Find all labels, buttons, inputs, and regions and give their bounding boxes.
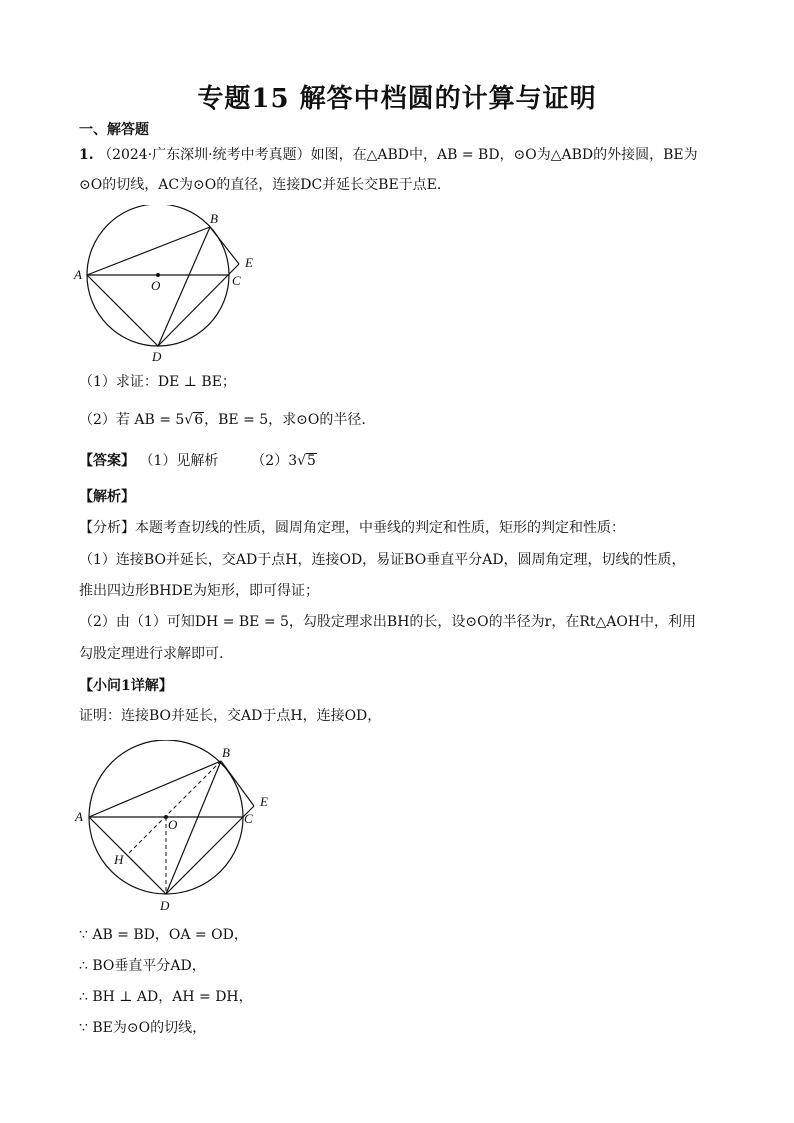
proof-step-1: ∵ AB = BD，OA = OD，: [79, 927, 248, 943]
figure-1-circle-diagram: [70, 205, 270, 365]
label-d-2: D: [160, 898, 170, 913]
figure-2-circle-diagram: [70, 740, 280, 920]
answer-line: 【答案】 （1）见解析 （2）3√5: [79, 453, 316, 469]
question-2-text-a: （2）若 AB = 5: [79, 412, 185, 428]
tangent-be: [210, 227, 239, 264]
analysis-label: 【解析】: [79, 489, 135, 505]
answer-part-2: （2）3: [251, 453, 298, 469]
question-2-radicand: 6: [194, 412, 204, 428]
label-o: O: [151, 278, 161, 293]
page-title: 专题15 解答中档圆的计算与证明: [197, 84, 597, 114]
dashed-bh: [127, 761, 221, 855]
section-heading: 一、解答题: [79, 122, 149, 138]
answer-label: 【答案】: [79, 453, 135, 469]
problem-statement-line-1: [79, 145, 698, 165]
label-b: B: [210, 211, 218, 226]
question-2: （2）若 AB = 5√6，BE = 5，求⊙O的半径.: [79, 412, 366, 428]
problem-statement-line-2: ⊙O的切线，AC为⊙O的直径，连接DC并延长交BE于点E.: [79, 177, 442, 193]
tangent-be-2: [221, 761, 254, 806]
analysis-line-2: （1）连接BO并延长，交AD于点H，连接OD，易证BO垂直平分AD，圆周角定理，切线的性质，: [79, 552, 686, 568]
label-o-2: O: [168, 817, 178, 832]
label-a: A: [74, 267, 82, 282]
label-e-2: E: [260, 794, 268, 809]
analysis-line-4: （2）由（1）可知DH = BE = 5，勾股定理求出BH的长，设⊙O的半径为r，在Rt△AOH中，利用: [79, 614, 697, 630]
label-a-2: A: [75, 809, 83, 824]
question-2-text-b: ，BE = 5，求⊙O的半径.: [204, 412, 366, 428]
problem-text-1: （2024·广东深圳·统考中考真题）如图，在△ABD中，AB = BD，⊙O为△ABD的外接圆，BE为: [98, 147, 698, 163]
segment-ad: [87, 275, 158, 346]
detail-intro: 证明：连接BO并延长，交AD于点H，连接OD，: [79, 708, 382, 724]
label-b-2: B: [222, 745, 230, 760]
problem-number: 1.: [79, 147, 94, 163]
analysis-line-5: 勾股定理进行求解即可.: [79, 646, 224, 662]
label-c-2: C: [244, 811, 253, 826]
proof-step-3: ∴ BH ⊥ AD，AH = DH，: [79, 989, 253, 1005]
answer-part-1: （1）见解析: [139, 453, 219, 469]
analysis-line-1: 【分析】本题考查切线的性质，圆周角定理，中垂线的判定和性质，矩形的判定和性质：: [79, 520, 625, 536]
detail-label: 【小问1详解】: [79, 678, 173, 694]
answer-radicand: 5: [307, 453, 316, 469]
segment-ad-2: [89, 817, 166, 894]
question-1: （1）求证：DE ⊥ BE；: [79, 374, 236, 390]
label-c: C: [232, 273, 241, 288]
label-d: D: [152, 349, 162, 364]
analysis-line-3: 推出四边形BHDE为矩形，即可得证；: [79, 583, 319, 599]
center-point: [156, 273, 160, 277]
proof-step-2: ∴ BO垂直平分AD，: [79, 958, 206, 974]
label-h-2: H: [114, 852, 124, 867]
proof-step-4: ∵ BE为⊙O的切线，: [79, 1020, 207, 1036]
label-e: E: [245, 255, 253, 270]
